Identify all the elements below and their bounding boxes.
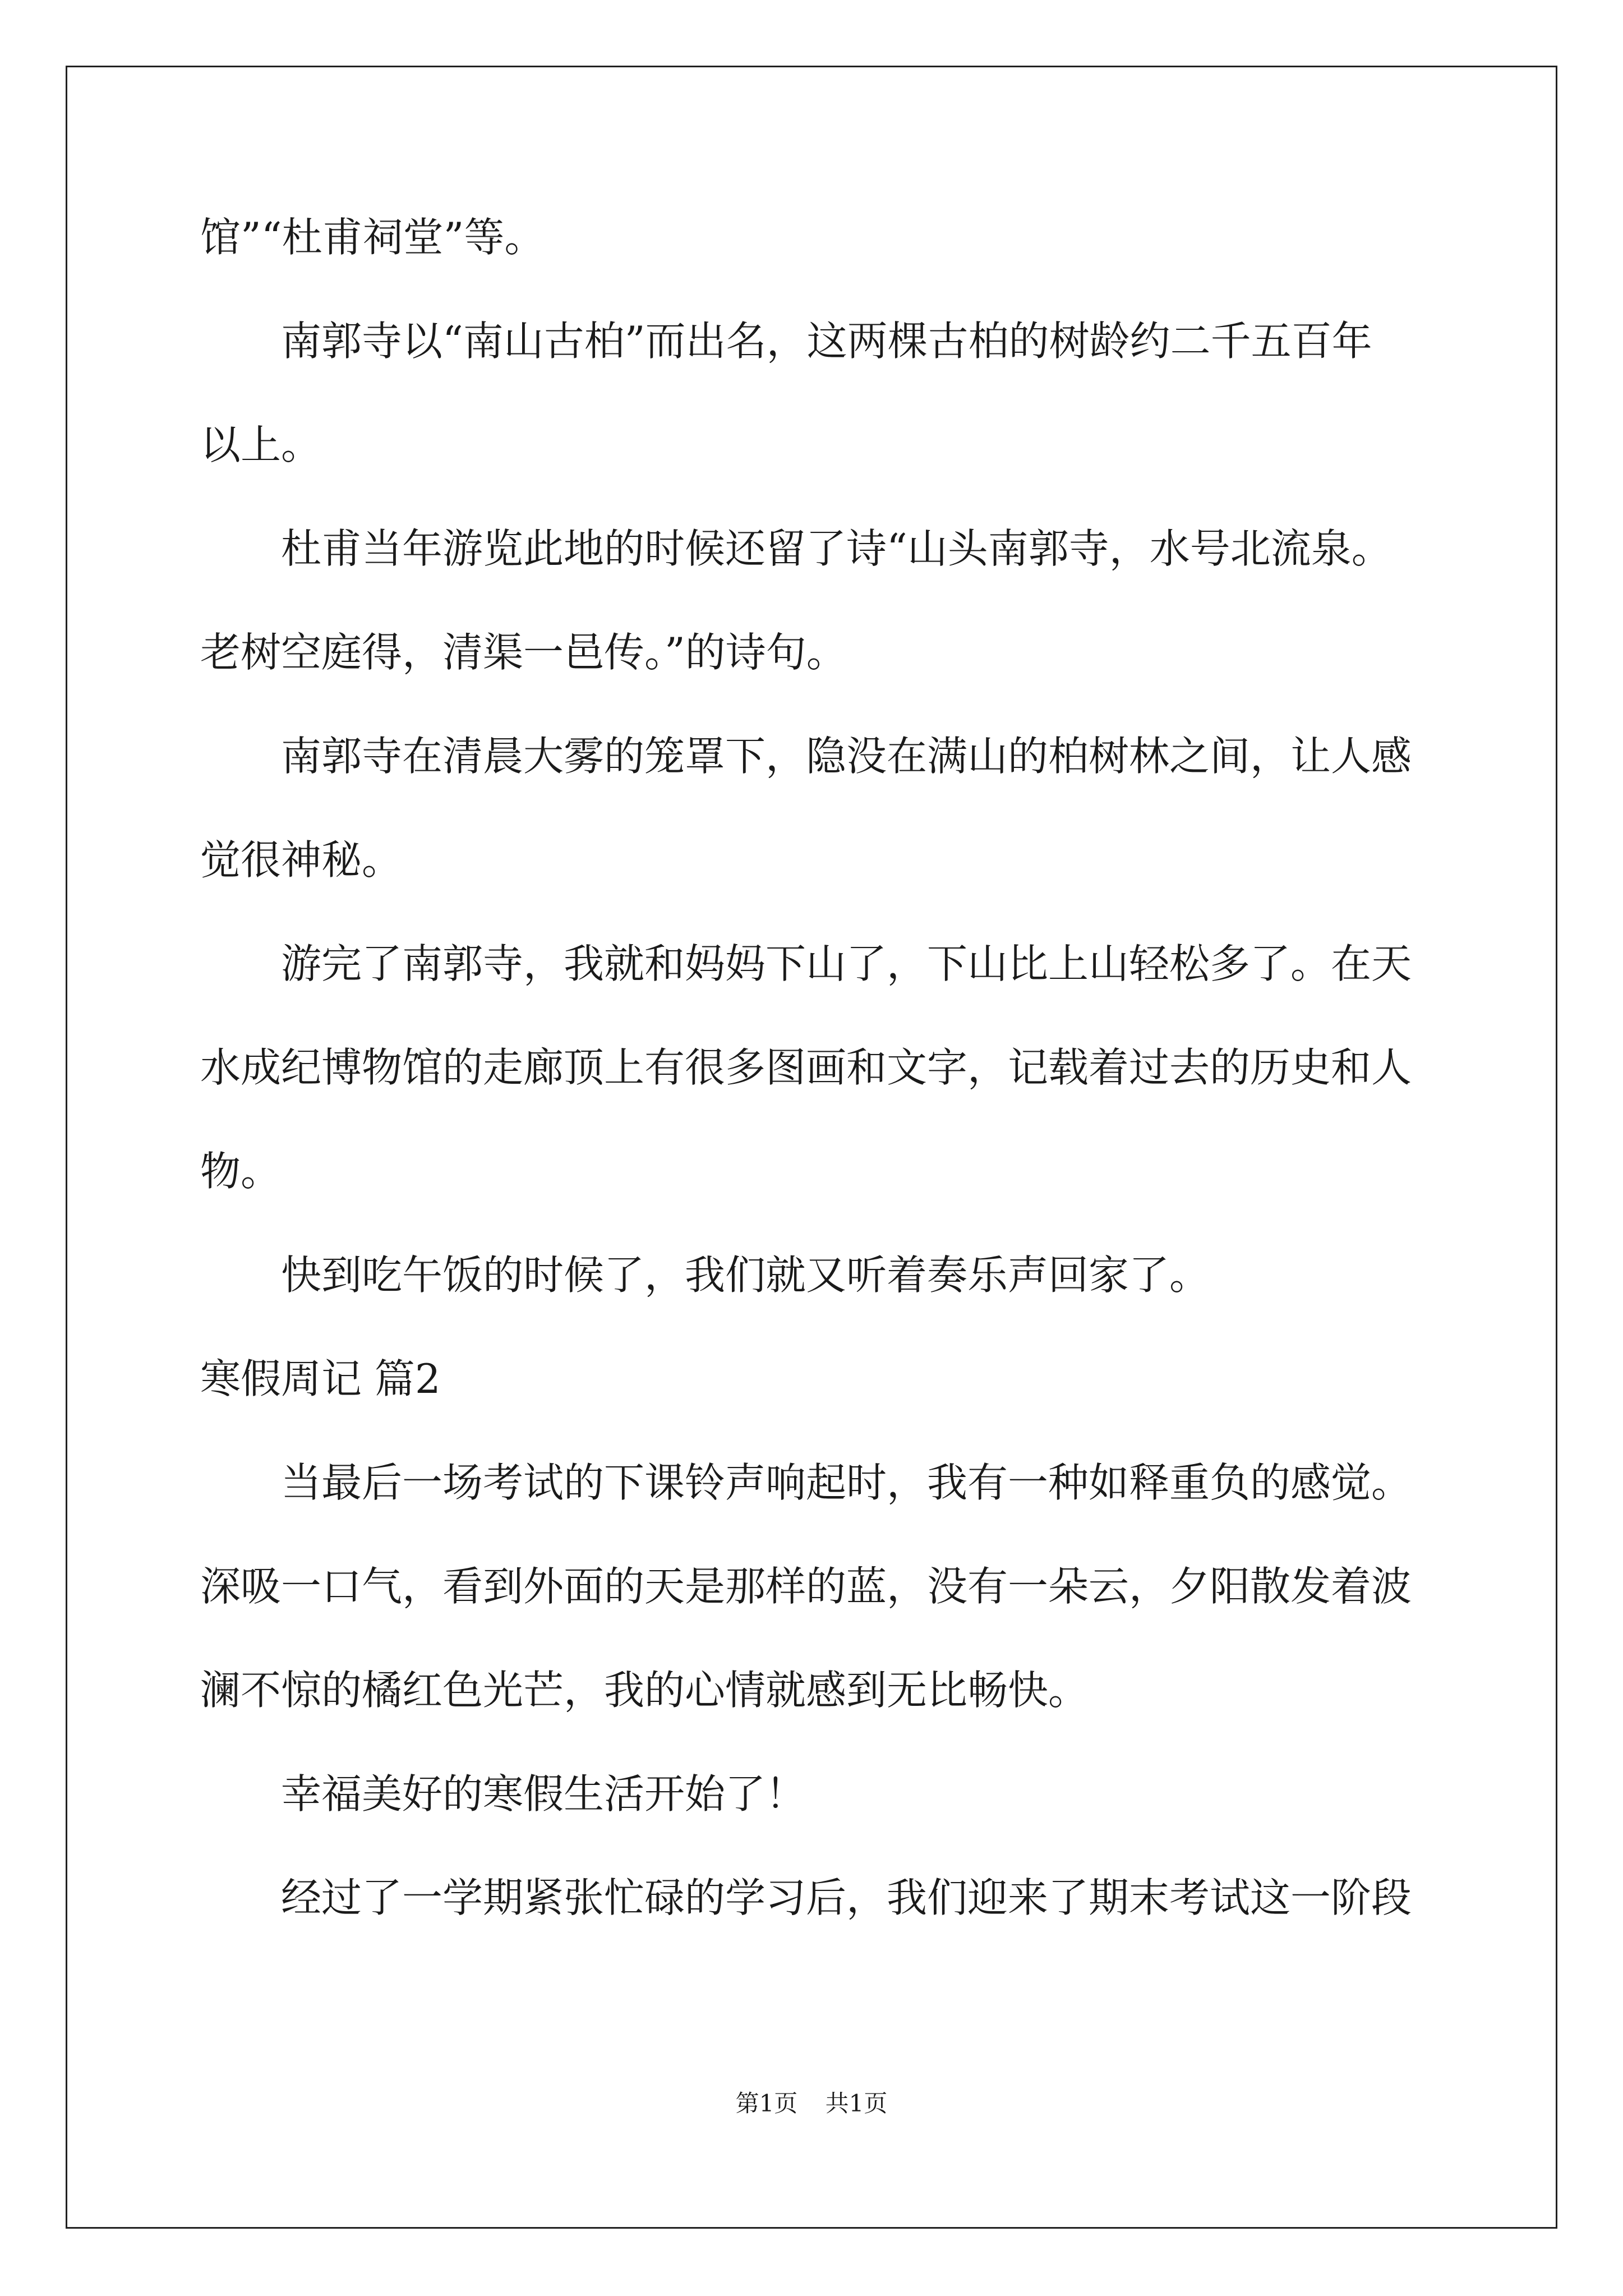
page-footer	[0, 2088, 1623, 2119]
text-line: 深吸一口气，看到外面的天是那样的蓝，没有一朵云，夕阳散发着波	[200, 1563, 1412, 1610]
page-number: 第1页	[735, 2090, 798, 2117]
text-line: 老树空庭得，清渠一邑传。”的诗句。	[200, 629, 847, 676]
paragraph-line: 南郭寺以“南山古柏”而出名，这两棵古柏的树龄约二千五百年	[281, 318, 1372, 365]
text-line: 澜不惊的橘红色光芒，我的心情就感到无比畅快。	[200, 1667, 1089, 1714]
paragraph-line: 游完了南郭寺，我就和妈妈下山了，下山比上山轻松多了。在天	[281, 940, 1412, 987]
page-total: 共1页	[825, 2090, 888, 2117]
paragraph-line: 南郭寺在清晨大雾的笼罩下，隐没在满山的柏树林之间，让人感	[281, 733, 1412, 780]
paragraph-line: 快到吃午饭的时候了，我们就又听着奏乐声回家了。	[281, 1251, 1210, 1299]
section-heading: 寒假周记 篇2	[200, 1355, 441, 1402]
text-line: 物。	[200, 1148, 282, 1195]
paragraph-line: 杜甫当年游览此地的时候还留了诗“山头南郭寺，水号北流泉。	[281, 525, 1392, 572]
paragraph-line: 当最后一场考试的下课铃声响起时，我有一种如释重负的感觉。	[281, 1459, 1412, 1506]
text-line: 水成纪博物馆的走廊顶上有很多图画和文字，记载着过去的历史和人	[200, 1044, 1412, 1091]
text-line: 以上。	[200, 421, 322, 468]
paragraph-line: 幸福美好的寒假生活开始了！	[281, 1770, 806, 1818]
paragraph-line: 经过了一学期紧张忙碌的学习后，我们迎来了期末考试这一阶段	[281, 1874, 1412, 1921]
text-line: 觉很神秘。	[200, 836, 403, 884]
text-line: 馆”“杜甫祠堂”等。	[200, 214, 545, 261]
